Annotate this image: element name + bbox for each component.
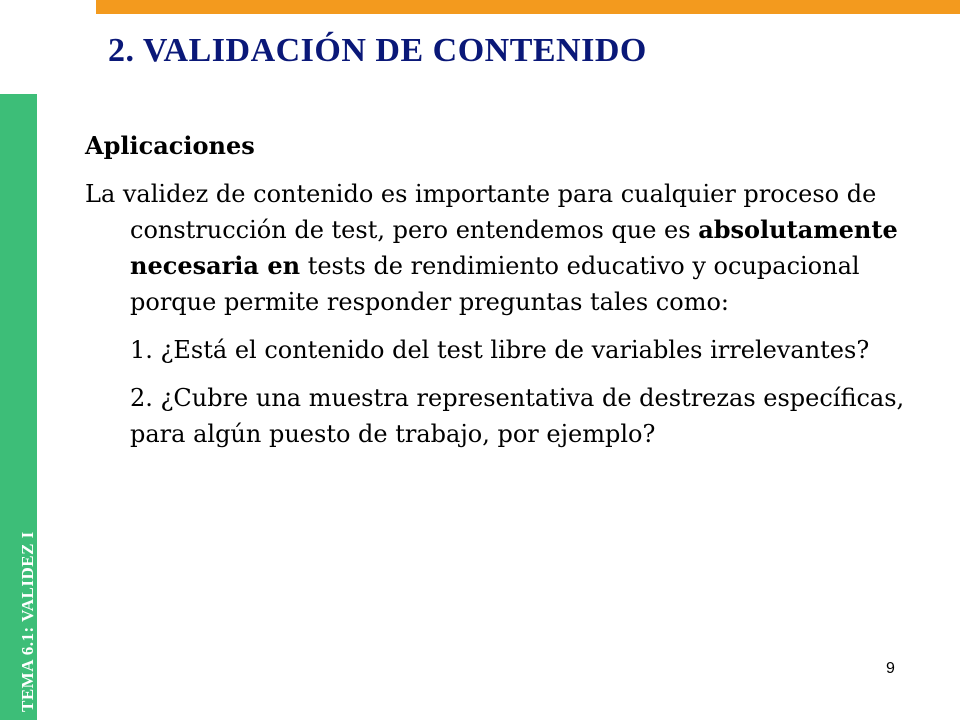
slide-body bbox=[85, 128, 905, 464]
page-number: 9 bbox=[886, 660, 895, 677]
slide-title: 2. VALIDACIÓN DE CONTENIDO bbox=[108, 32, 647, 69]
side-label: TEMA 6.1: VALIDEZ I bbox=[18, 531, 37, 712]
paragraph-text-start: La validez de contenido es importante para cualquier proceso de construcción de test, pero entendemos que es bbox=[85, 180, 877, 244]
section-heading: Aplicaciones bbox=[85, 131, 255, 160]
paragraph-text-end: tests de rendimiento educativo y ocupacional porque permite responder preguntas tales como: bbox=[130, 252, 860, 316]
paragraph-emphasis: absolutamente necesaria en bbox=[130, 215, 898, 280]
list-item-2: 2. ¿Cubre una muestra representativa de destrezas específicas, para algún puesto de trabajo, por ejemplo? bbox=[130, 384, 905, 448]
body-paragraph bbox=[85, 176, 905, 320]
top-accent-bar bbox=[96, 0, 960, 14]
list-item-1: 1. ¿Está el contenido del test libre de variables irrelevantes? bbox=[130, 336, 870, 364]
